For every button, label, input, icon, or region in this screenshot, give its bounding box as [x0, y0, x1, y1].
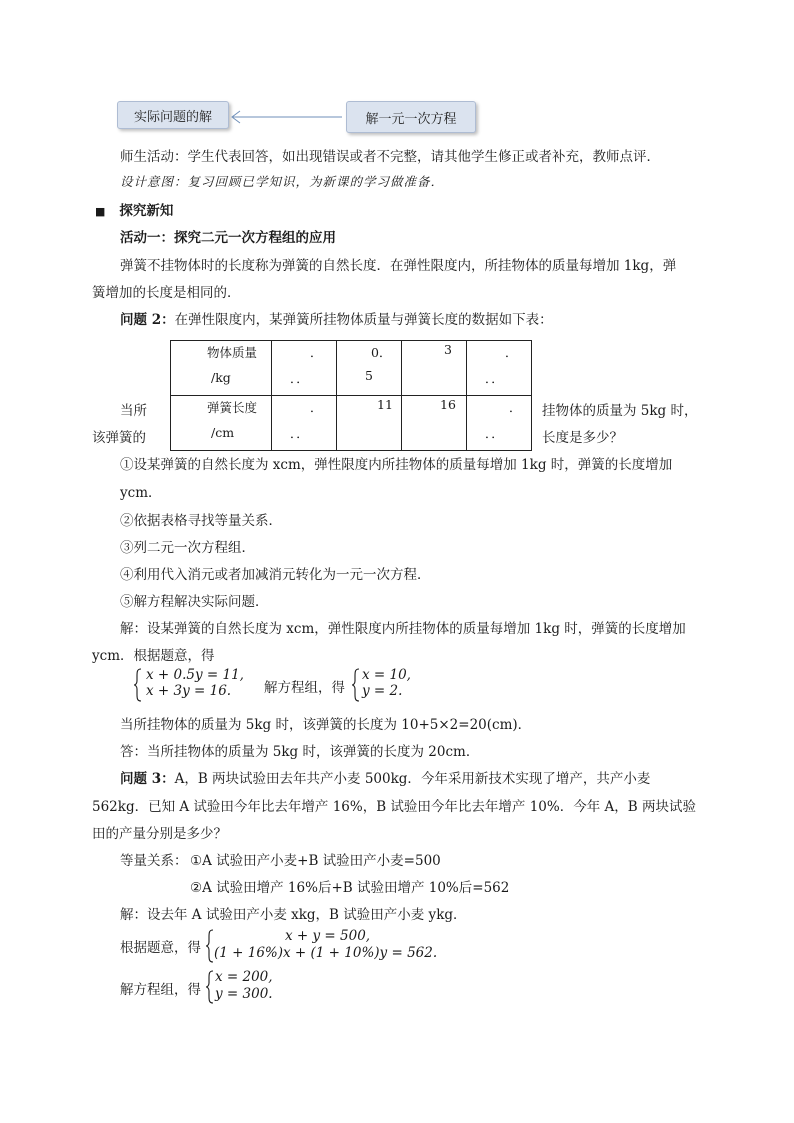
step-2: ②依据表格寻找等量关系．	[120, 513, 282, 529]
side-right-2: 长度是多少？	[542, 430, 623, 446]
cell-text: ．．	[290, 426, 309, 441]
flow-box-solution	[117, 101, 229, 129]
table-row	[171, 341, 532, 396]
cell-text: 16	[440, 397, 456, 412]
solution-line-2: ycm．根据题意，得	[92, 648, 215, 664]
table-cell	[467, 396, 532, 451]
cell-text: 11	[377, 397, 393, 412]
question-3-label: 问题 3：	[120, 771, 175, 787]
step-5: ⑤解方程解决实际问题．	[120, 594, 269, 610]
row2-header-a: 弹簧长度	[207, 400, 258, 415]
solve-label-1: 解方程组，得	[264, 680, 345, 696]
table-cell	[402, 341, 467, 396]
left-brace-icon	[351, 668, 361, 702]
result-3a: x = 200,	[215, 969, 273, 985]
activity-title: 活动一：探究二元一次方程组的应用	[120, 230, 336, 246]
cell-text: ．	[505, 345, 518, 360]
row1-header-b: /kg	[211, 370, 231, 385]
relation-2: ②A 试验田增产 16%后+B 试验田增产 10%后=562	[190, 880, 510, 896]
table-cell	[171, 396, 272, 451]
equation-3b: (1 + 16%)x + (1 + 10%)y = 562.	[214, 945, 438, 961]
question-2-text: 在弹性限度内，某弹簧所挂物体质量与弹簧长度的数据如下表：	[174, 312, 553, 328]
cell-text: 5	[365, 368, 373, 383]
table-cell	[272, 396, 337, 451]
side-right-1: 挂物体的质量为 5kg 时，	[542, 403, 698, 419]
flow-box-equation-label: 解一元一次方程	[365, 111, 457, 127]
section-title: 探究新知	[119, 203, 174, 219]
table-cell	[337, 396, 402, 451]
equation-3a: x + y = 500,	[285, 928, 371, 944]
row2-header-b: /cm	[211, 425, 235, 440]
by-meaning-label: 根据题意，得	[120, 940, 201, 956]
result-1b: y = 2.	[362, 683, 403, 699]
flow-box-equation	[346, 101, 476, 133]
design-intent	[120, 172, 444, 190]
question-3-line-3: 田的产量分别是多少？	[92, 826, 227, 842]
flow-box-solution-label: 实际问题的解	[133, 109, 212, 125]
side-left-1: 当所	[120, 403, 147, 419]
teacher-activity: 师生活动：学生代表回答，如出现错误或者不完整，请其他学生修正或者补充，教师点评．	[120, 149, 660, 165]
question-3-line-1	[120, 767, 650, 787]
cell-text: ．．	[290, 371, 309, 386]
question-3-line-2: 562kg．已知 A 试验田今年比去年增产 16%，B 试验田今年比去年增产 10%．今年 A，B 两块试验	[92, 799, 696, 815]
table-cell	[272, 341, 337, 396]
table-cell	[467, 341, 532, 396]
cell-text: 3	[444, 342, 452, 357]
intro-line-1: 弹簧不挂物体时的长度称为弹簧的自然长度．在弹性限度内，所挂物体的质量每增加 1kg，弹	[120, 258, 677, 274]
solve-label-2: 解方程组，得	[120, 982, 201, 998]
step-1-line-2: ycm．	[120, 485, 162, 501]
table-cell	[402, 396, 467, 451]
question-3-text: A，B 两块试验田去年共产小麦 500kg．今年采用新技术实现了增产，共产小麦	[174, 771, 651, 787]
cell-text: ．	[509, 400, 522, 415]
table-cell	[171, 341, 272, 396]
cell-text: ．．	[485, 371, 504, 386]
calculation-line: 当所挂物体的质量为 5kg 时，该弹簧的长度为 10+5×2=20(cm)．	[120, 717, 532, 733]
cell-text: 0．	[371, 345, 392, 360]
cell-text: ．	[310, 345, 323, 360]
result-1a: x = 10,	[362, 667, 411, 683]
step-3: ③列二元一次方程组．	[120, 540, 255, 556]
design-intent-text: 设计意图：复习回顾已学知识，为新课的学习做准备．	[120, 174, 445, 189]
section-heading	[95, 199, 173, 219]
relation-label: 等量关系：	[120, 853, 188, 869]
question-2-label: 问题 2：	[120, 312, 175, 328]
left-brace-icon	[133, 668, 143, 702]
cell-text: ．．	[485, 426, 504, 441]
relation-1: ①A 试验田产小麦+B 试验田产小麦=500	[190, 853, 441, 869]
result-3b: y = 300.	[215, 986, 273, 1002]
left-brace-icon	[205, 970, 215, 1004]
table-cell	[337, 341, 402, 396]
section-bullet-icon: ■	[95, 205, 106, 218]
table-row	[171, 396, 532, 451]
cell-text: ．	[310, 400, 323, 415]
question-2	[120, 308, 553, 328]
step-1-line-1: ①设某弹簧的自然长度为 xcm，弹性限度内所挂物体的质量每增加 1kg 时，弹簧的长度增加	[120, 457, 673, 473]
solution-line-1: 解：设某弹簧的自然长度为 xcm，弹性限度内所挂物体的质量每增加 1kg 时，弹簧的长度增加	[120, 621, 686, 637]
equation-1b: x + 3y = 16.	[146, 683, 232, 699]
equation-1a: x + 0.5y = 11,	[146, 667, 244, 683]
side-left-2: 该弹簧的	[92, 430, 146, 446]
row1-header-a: 物体质量	[207, 345, 258, 360]
left-arrow-icon	[229, 110, 343, 124]
solution-3-line: 解：设去年 A 试验田产小麦 xkg，B 试验田产小麦 ykg．	[120, 907, 467, 923]
data-table	[170, 340, 532, 451]
intro-line-2: 簧增加的长度是相同的．	[92, 285, 241, 301]
answer-line: 答：当所挂物体的质量为 5kg 时，该弹簧的长度为 20cm．	[120, 744, 480, 760]
step-4: ④利用代入消元或者加减消元转化为一元一次方程．	[120, 567, 431, 583]
